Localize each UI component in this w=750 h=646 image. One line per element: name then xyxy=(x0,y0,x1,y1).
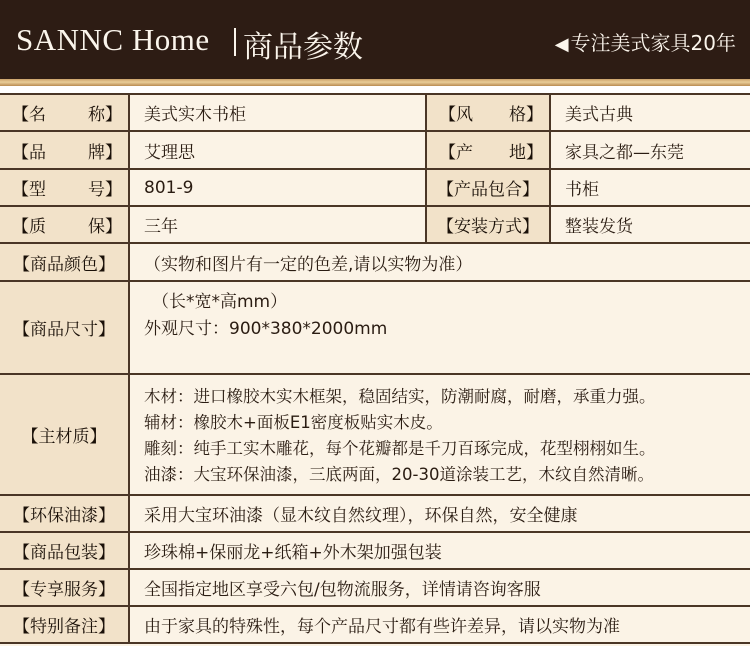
value-cell: 由于家具的特殊性，每个产品尺寸都有些许差异，请以实物为准 xyxy=(130,607,750,642)
table-row xyxy=(0,607,750,644)
label-cell: 【品 牌】 xyxy=(0,132,130,168)
size-note: （长*宽*高mm） xyxy=(152,292,288,312)
tagline-text: 专注美式家具20年 xyxy=(570,31,736,55)
value-cell xyxy=(130,375,750,494)
label-cell: 【质 保】 xyxy=(0,207,130,242)
label-cell: 【型 号】 xyxy=(0,170,130,205)
value-cell: （实物和图片有一定的色差,请以实物为准） xyxy=(130,244,750,280)
triangle-left-icon: ◀ xyxy=(554,34,569,55)
value-cell: 801-9 xyxy=(130,170,427,205)
label-cell: 【产品包合】 xyxy=(427,170,551,205)
value-cell: 书柜 xyxy=(551,170,750,205)
table-row xyxy=(0,244,750,282)
value-cell: 珍珠棉+保丽龙+纸箱+外木架加强包装 xyxy=(130,533,750,568)
value-cell: 采用大宝环油漆（显木纹自然纹理），环保自然，安全健康 xyxy=(130,496,750,531)
value-cell: 美式实木书柜 xyxy=(130,95,427,130)
label-cell: 【商品包装】 xyxy=(0,533,130,568)
label-cell: 【安装方式】 xyxy=(427,207,551,242)
spec-table xyxy=(0,93,750,646)
table-row xyxy=(0,282,750,375)
material-line: 油漆：大宝环保油漆，三底两面，20-30道涂装工艺，木纹自然清晰。 xyxy=(144,465,654,484)
material-line: 辅材：橡胶木+面板E1密度板贴实木皮。 xyxy=(144,413,443,432)
table-row xyxy=(0,95,750,132)
value-cell: 三年 xyxy=(130,207,427,242)
value-cell: 艾理思 xyxy=(130,132,427,168)
table-row xyxy=(0,375,750,496)
gold-divider-band xyxy=(0,79,750,86)
page-title: 商品参数 xyxy=(243,30,363,65)
table-row xyxy=(0,496,750,533)
label-cell: 【名 称】 xyxy=(0,95,130,130)
label-cell: 【环保油漆】 xyxy=(0,496,130,531)
label-cell: 【风 格】 xyxy=(427,95,551,130)
label-cell: 【商品尺寸】 xyxy=(0,282,130,373)
value-cell: 整装发货 xyxy=(551,207,750,242)
material-line: 木材：进口橡胶木实木框架，稳固结实，防潮耐腐，耐磨，承重力强。 xyxy=(144,387,656,406)
label-cell: 【主材质】 xyxy=(0,375,130,494)
size-dimensions: 外观尺寸：900*380*2000mm xyxy=(144,319,388,339)
label-cell: 【产 地】 xyxy=(427,132,551,168)
table-row xyxy=(0,570,750,607)
table-row xyxy=(0,533,750,570)
label-cell: 【商品颜色】 xyxy=(0,244,130,280)
value-cell xyxy=(130,282,750,373)
material-line: 雕刻：纯手工实木雕花，每个花瓣都是千刀百琢完成，花型栩栩如生。 xyxy=(144,439,656,458)
brand-logo-text: SANNC Home xyxy=(16,22,210,57)
table-row xyxy=(0,170,750,207)
value-cell: 美式古典 xyxy=(551,95,750,130)
value-cell: 全国指定地区享受六包/包物流服务，详情请咨询客服 xyxy=(130,570,750,605)
value-cell: 家具之都—东莞 xyxy=(551,132,750,168)
table-row xyxy=(0,207,750,244)
header-divider xyxy=(234,28,236,56)
header-bar xyxy=(0,0,750,79)
label-cell: 【特别备注】 xyxy=(0,607,130,642)
label-cell: 【专享服务】 xyxy=(0,570,130,605)
table-row xyxy=(0,132,750,170)
tagline xyxy=(555,27,736,56)
